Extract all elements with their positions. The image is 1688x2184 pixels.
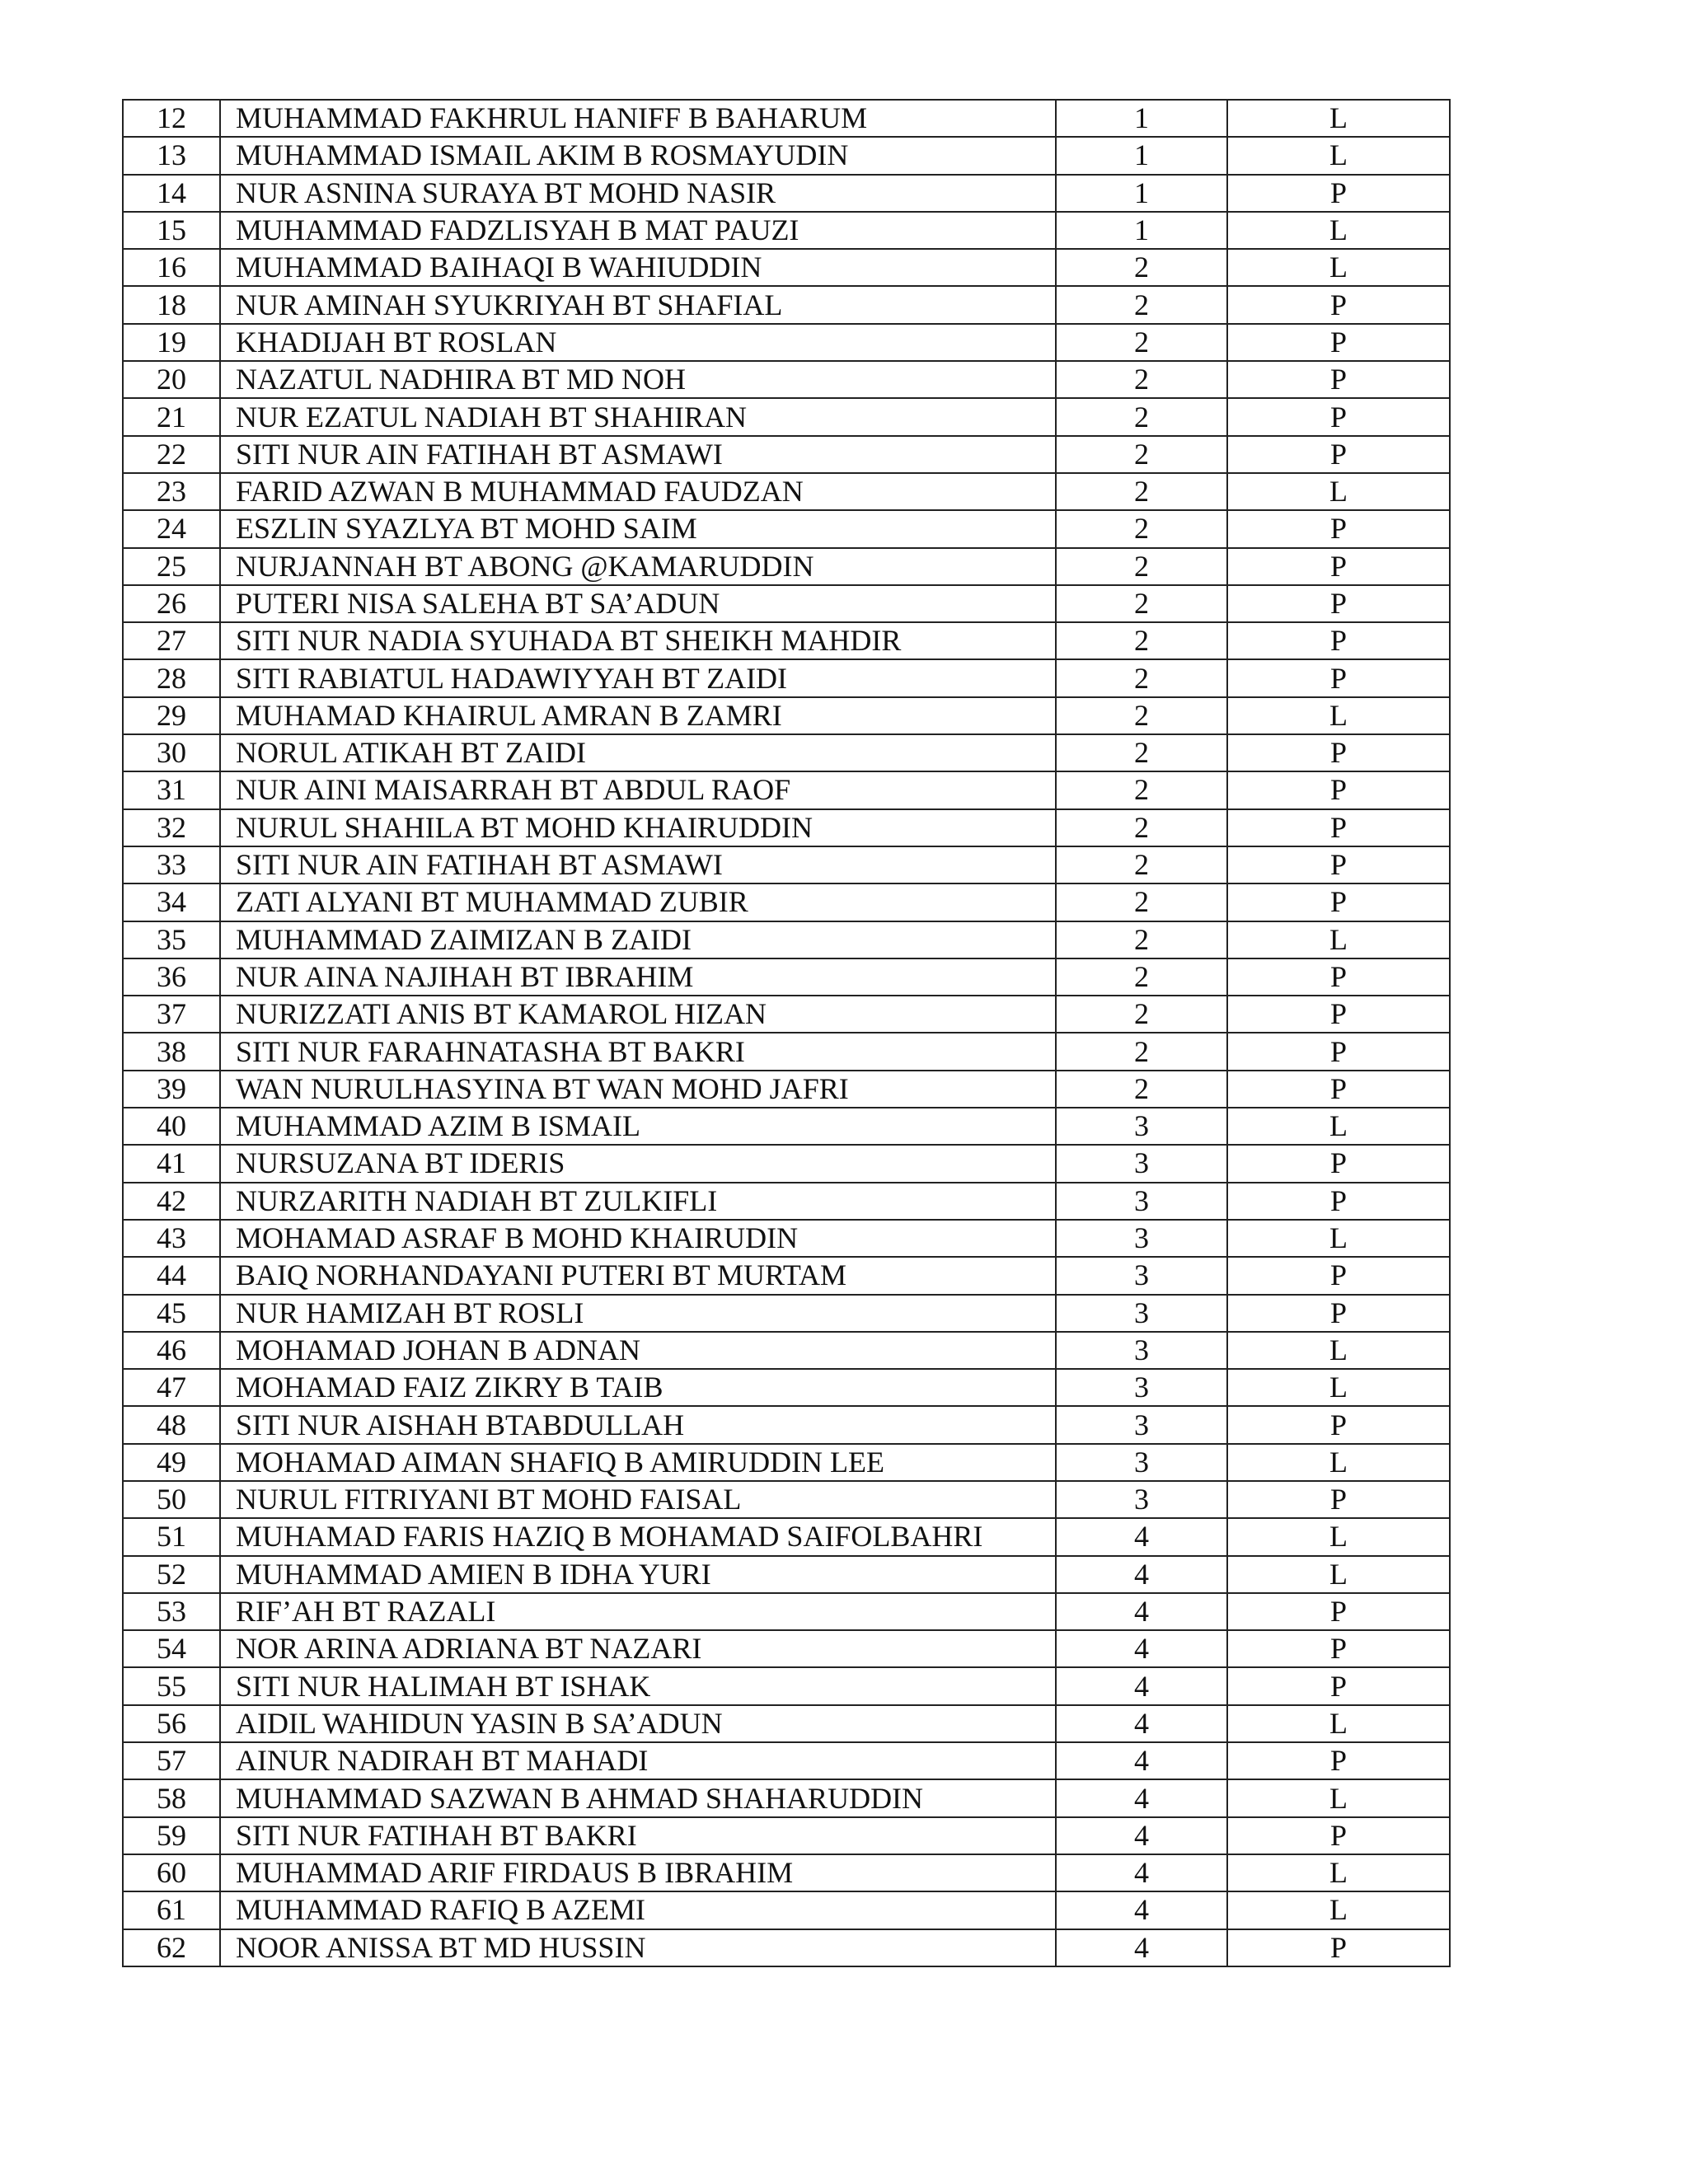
student-number-cell: 38	[123, 1033, 220, 1070]
student-name-cell: ESZLIN SYAZLYA BT MOHD SAIM	[220, 510, 1056, 547]
student-name-cell: MUHAMMAD AZIM B ISMAIL	[220, 1108, 1056, 1145]
gender-cell: L	[1227, 1891, 1450, 1929]
grade-cell: 1	[1056, 137, 1227, 174]
student-name-cell: NUR AMINAH SYUKRIYAH BT SHAFIAL	[220, 286, 1056, 323]
student-number-cell: 57	[123, 1742, 220, 1779]
gender-cell: L	[1227, 921, 1450, 958]
student-number-cell: 50	[123, 1481, 220, 1518]
table-row	[123, 883, 1450, 921]
table-row	[123, 1406, 1450, 1443]
grade-cell: 3	[1056, 1406, 1227, 1443]
table-row	[123, 1220, 1450, 1257]
student-name-cell: SITI NUR HALIMAH BT ISHAK	[220, 1667, 1056, 1704]
gender-cell: P	[1227, 548, 1450, 585]
grade-cell: 3	[1056, 1257, 1227, 1294]
grade-cell: 2	[1056, 697, 1227, 734]
student-number-cell: 55	[123, 1667, 220, 1704]
table-row	[123, 809, 1450, 846]
student-number-cell: 22	[123, 436, 220, 473]
grade-cell: 2	[1056, 809, 1227, 846]
table-row	[123, 1295, 1450, 1332]
gender-cell: P	[1227, 1667, 1450, 1704]
student-name-cell: NURSUZANA BT IDERIS	[220, 1145, 1056, 1182]
student-name-cell: MUHAMMAD RAFIQ B AZEMI	[220, 1891, 1056, 1929]
student-number-cell: 19	[123, 324, 220, 361]
table-row	[123, 1705, 1450, 1742]
gender-cell: P	[1227, 1593, 1450, 1630]
gender-cell: P	[1227, 510, 1450, 547]
table-row	[123, 1108, 1450, 1145]
grade-cell: 4	[1056, 1705, 1227, 1742]
student-name-cell: MUHAMMAD ISMAIL AKIM B ROSMAYUDIN	[220, 137, 1056, 174]
grade-cell: 3	[1056, 1332, 1227, 1369]
gender-cell: P	[1227, 1183, 1450, 1220]
grade-cell: 1	[1056, 175, 1227, 212]
gender-cell: L	[1227, 697, 1450, 734]
student-name-cell: MUHAMMAD ZAIMIZAN B ZAIDI	[220, 921, 1056, 958]
student-name-cell: NOOR ANISSA BT MD HUSSIN	[220, 1929, 1056, 1966]
grade-cell: 2	[1056, 249, 1227, 286]
student-name-cell: PUTERI NISA SALEHA BT SA’ADUN	[220, 585, 1056, 622]
grade-cell: 3	[1056, 1295, 1227, 1332]
table-row	[123, 1817, 1450, 1854]
gender-cell: L	[1227, 1556, 1450, 1593]
table-row	[123, 1593, 1450, 1630]
grade-cell: 4	[1056, 1593, 1227, 1630]
grade-cell: 4	[1056, 1630, 1227, 1667]
student-name-cell: NUR HAMIZAH BT ROSLI	[220, 1295, 1056, 1332]
student-number-cell: 35	[123, 921, 220, 958]
student-name-cell: MUHAMMAD FAKHRUL HANIFF B BAHARUM	[220, 100, 1056, 137]
gender-cell: P	[1227, 361, 1450, 398]
gender-cell: L	[1227, 1444, 1450, 1481]
gender-cell: P	[1227, 1033, 1450, 1070]
gender-cell: P	[1227, 1817, 1450, 1854]
gender-cell: L	[1227, 249, 1450, 286]
gender-cell: L	[1227, 1220, 1450, 1257]
student-number-cell: 31	[123, 771, 220, 808]
gender-cell: P	[1227, 846, 1450, 883]
table-row	[123, 585, 1450, 622]
table-row	[123, 1257, 1450, 1294]
grade-cell: 2	[1056, 1033, 1227, 1070]
student-number-cell: 25	[123, 548, 220, 585]
table-row	[123, 212, 1450, 249]
student-name-cell: MUHAMAD FARIS HAZIQ B MOHAMAD SAIFOLBAHRI	[220, 1518, 1056, 1555]
student-name-cell: KHADIJAH BT ROSLAN	[220, 324, 1056, 361]
gender-cell: P	[1227, 734, 1450, 771]
grade-cell: 2	[1056, 921, 1227, 958]
gender-cell: L	[1227, 1369, 1450, 1406]
gender-cell: P	[1227, 1257, 1450, 1294]
student-name-cell: NAZATUL NADHIRA BT MD NOH	[220, 361, 1056, 398]
grade-cell: 2	[1056, 361, 1227, 398]
grade-cell: 2	[1056, 622, 1227, 659]
student-number-cell: 23	[123, 473, 220, 510]
grade-cell: 2	[1056, 548, 1227, 585]
gender-cell: P	[1227, 1929, 1450, 1966]
grade-cell: 3	[1056, 1183, 1227, 1220]
student-name-cell: SITI NUR NADIA SYUHADA BT SHEIKH MAHDIR	[220, 622, 1056, 659]
student-number-cell: 42	[123, 1183, 220, 1220]
student-name-cell: NUR AINA NAJIHAH BT IBRAHIM	[220, 958, 1056, 996]
grade-cell: 2	[1056, 1071, 1227, 1108]
student-number-cell: 12	[123, 100, 220, 137]
student-number-cell: 61	[123, 1891, 220, 1929]
student-number-cell: 46	[123, 1332, 220, 1369]
grade-cell: 2	[1056, 771, 1227, 808]
grade-cell: 4	[1056, 1742, 1227, 1779]
table-row	[123, 1742, 1450, 1779]
gender-cell: P	[1227, 883, 1450, 921]
student-name-cell: NUR ASNINA SURAYA BT MOHD NASIR	[220, 175, 1056, 212]
student-number-cell: 52	[123, 1556, 220, 1593]
grade-cell: 1	[1056, 212, 1227, 249]
student-number-cell: 60	[123, 1854, 220, 1891]
student-number-cell: 14	[123, 175, 220, 212]
table-row	[123, 996, 1450, 1033]
student-name-cell: SITI NUR FATIHAH BT BAKRI	[220, 1817, 1056, 1854]
student-name-cell: AINUR NADIRAH BT MAHADI	[220, 1742, 1056, 1779]
grade-cell: 4	[1056, 1854, 1227, 1891]
gender-cell: L	[1227, 473, 1450, 510]
student-number-cell: 39	[123, 1071, 220, 1108]
student-number-cell: 44	[123, 1257, 220, 1294]
grade-cell: 4	[1056, 1667, 1227, 1704]
student-number-cell: 48	[123, 1406, 220, 1443]
student-number-cell: 37	[123, 996, 220, 1033]
gender-cell: L	[1227, 100, 1450, 137]
table-row	[123, 1033, 1450, 1070]
grade-cell: 2	[1056, 324, 1227, 361]
student-name-cell: ZATI ALYANI BT MUHAMMAD ZUBIR	[220, 883, 1056, 921]
grade-cell: 2	[1056, 436, 1227, 473]
gender-cell: P	[1227, 585, 1450, 622]
student-name-cell: MUHAMMAD SAZWAN B AHMAD SHAHARUDDIN	[220, 1779, 1056, 1816]
student-name-cell: MOHAMAD FAIZ ZIKRY B TAIB	[220, 1369, 1056, 1406]
gender-cell: L	[1227, 1518, 1450, 1555]
table-row	[123, 771, 1450, 808]
student-number-cell: 24	[123, 510, 220, 547]
grade-cell: 4	[1056, 1817, 1227, 1854]
student-name-cell: NURIZZATI ANIS BT KAMAROL HIZAN	[220, 996, 1056, 1033]
table-row	[123, 697, 1450, 734]
table-row	[123, 175, 1450, 212]
student-number-cell: 18	[123, 286, 220, 323]
student-name-cell: MUHAMMAD FADZLISYAH B MAT PAUZI	[220, 212, 1056, 249]
student-number-cell: 41	[123, 1145, 220, 1182]
gender-cell: L	[1227, 137, 1450, 174]
grade-cell: 3	[1056, 1444, 1227, 1481]
student-number-cell: 40	[123, 1108, 220, 1145]
table-row	[123, 1779, 1450, 1816]
table-row	[123, 1481, 1450, 1518]
student-name-cell: NURZARITH NADIAH BT ZULKIFLI	[220, 1183, 1056, 1220]
student-number-cell: 43	[123, 1220, 220, 1257]
student-name-cell: MOHAMAD ASRAF B MOHD KHAIRUDIN	[220, 1220, 1056, 1257]
gender-cell: P	[1227, 809, 1450, 846]
gender-cell: P	[1227, 996, 1450, 1033]
gender-cell: L	[1227, 1332, 1450, 1369]
student-name-cell: AIDIL WAHIDUN YASIN B SA’ADUN	[220, 1705, 1056, 1742]
gender-cell: P	[1227, 175, 1450, 212]
table-row	[123, 1854, 1450, 1891]
student-name-cell: RIF’AH BT RAZALI	[220, 1593, 1056, 1630]
table-row	[123, 1145, 1450, 1182]
student-name-cell: SITI NUR AISHAH BTABDULLAH	[220, 1406, 1056, 1443]
grade-cell: 2	[1056, 510, 1227, 547]
student-number-cell: 49	[123, 1444, 220, 1481]
gender-cell: P	[1227, 1630, 1450, 1667]
student-name-cell: NURJANNAH BT ABONG @KAMARUDDIN	[220, 548, 1056, 585]
grade-cell: 3	[1056, 1220, 1227, 1257]
student-name-cell: NUR AINI MAISARRAH BT ABDUL RAOF	[220, 771, 1056, 808]
student-number-cell: 47	[123, 1369, 220, 1406]
grade-cell: 4	[1056, 1518, 1227, 1555]
student-name-cell: NOR ARINA ADRIANA BT NAZARI	[220, 1630, 1056, 1667]
student-name-cell: SITI NUR FARAHNATASHA BT BAKRI	[220, 1033, 1056, 1070]
grade-cell: 2	[1056, 659, 1227, 696]
grade-cell: 2	[1056, 883, 1227, 921]
gender-cell: P	[1227, 958, 1450, 996]
table-row	[123, 1444, 1450, 1481]
student-number-cell: 16	[123, 249, 220, 286]
table-row	[123, 1630, 1450, 1667]
gender-cell: L	[1227, 212, 1450, 249]
student-name-cell: NUR EZATUL NADIAH BT SHAHIRAN	[220, 398, 1056, 435]
student-name-cell: MUHAMMAD AMIEN B IDHA YURI	[220, 1556, 1056, 1593]
gender-cell: P	[1227, 659, 1450, 696]
student-number-cell: 59	[123, 1817, 220, 1854]
table-row	[123, 659, 1450, 696]
table-row	[123, 1369, 1450, 1406]
gender-cell: P	[1227, 324, 1450, 361]
table-row	[123, 286, 1450, 323]
grade-cell: 2	[1056, 585, 1227, 622]
grade-cell: 4	[1056, 1891, 1227, 1929]
student-number-cell: 53	[123, 1593, 220, 1630]
table-row	[123, 622, 1450, 659]
student-number-cell: 13	[123, 137, 220, 174]
grade-cell: 3	[1056, 1145, 1227, 1182]
grade-cell: 2	[1056, 958, 1227, 996]
table-row	[123, 1891, 1450, 1929]
gender-cell: P	[1227, 398, 1450, 435]
student-number-cell: 15	[123, 212, 220, 249]
table-row	[123, 100, 1450, 137]
table-row	[123, 1667, 1450, 1704]
student-name-cell: NURUL SHAHILA BT MOHD KHAIRUDDIN	[220, 809, 1056, 846]
table-row	[123, 510, 1450, 547]
student-name-cell: SITI RABIATUL HADAWIYYAH BT ZAIDI	[220, 659, 1056, 696]
student-name-cell: MOHAMAD AIMAN SHAFIQ B AMIRUDDIN LEE	[220, 1444, 1056, 1481]
gender-cell: P	[1227, 1406, 1450, 1443]
grade-cell: 4	[1056, 1929, 1227, 1966]
student-name-cell: MUHAMMAD BAIHAQI B WAHIUDDIN	[220, 249, 1056, 286]
table-row	[123, 137, 1450, 174]
student-name-cell: FARID AZWAN B MUHAMMAD FAUDZAN	[220, 473, 1056, 510]
gender-cell: P	[1227, 436, 1450, 473]
student-number-cell: 30	[123, 734, 220, 771]
student-name-cell: NORUL ATIKAH BT ZAIDI	[220, 734, 1056, 771]
student-name-cell: NURUL FITRIYANI BT MOHD FAISAL	[220, 1481, 1056, 1518]
student-number-cell: 56	[123, 1705, 220, 1742]
student-number-cell: 21	[123, 398, 220, 435]
student-number-cell: 27	[123, 622, 220, 659]
table-row	[123, 958, 1450, 996]
table-row	[123, 1556, 1450, 1593]
student-number-cell: 34	[123, 883, 220, 921]
student-number-cell: 20	[123, 361, 220, 398]
student-number-cell: 26	[123, 585, 220, 622]
gender-cell: P	[1227, 1742, 1450, 1779]
gender-cell: P	[1227, 1481, 1450, 1518]
gender-cell: L	[1227, 1705, 1450, 1742]
gender-cell: L	[1227, 1854, 1450, 1891]
grade-cell: 4	[1056, 1779, 1227, 1816]
table-row	[123, 1929, 1450, 1966]
table-row	[123, 548, 1450, 585]
table-row	[123, 1332, 1450, 1369]
student-number-cell: 33	[123, 846, 220, 883]
grade-cell: 3	[1056, 1369, 1227, 1406]
student-number-cell: 36	[123, 958, 220, 996]
student-number-cell: 54	[123, 1630, 220, 1667]
student-name-cell: MOHAMAD JOHAN B ADNAN	[220, 1332, 1056, 1369]
table-row	[123, 361, 1450, 398]
gender-cell: P	[1227, 286, 1450, 323]
student-number-cell: 45	[123, 1295, 220, 1332]
gender-cell: P	[1227, 1295, 1450, 1332]
grade-cell: 2	[1056, 473, 1227, 510]
table-row	[123, 734, 1450, 771]
table-row	[123, 249, 1450, 286]
table-row	[123, 921, 1450, 958]
grade-cell: 2	[1056, 286, 1227, 323]
student-name-cell: MUHAMMAD ARIF FIRDAUS B IBRAHIM	[220, 1854, 1056, 1891]
grade-cell: 2	[1056, 734, 1227, 771]
table-row	[123, 436, 1450, 473]
student-name-cell: SITI NUR AIN FATIHAH BT ASMAWI	[220, 436, 1056, 473]
grade-cell: 2	[1056, 996, 1227, 1033]
table-row	[123, 473, 1450, 510]
gender-cell: P	[1227, 1071, 1450, 1108]
table-row	[123, 398, 1450, 435]
student-number-cell: 28	[123, 659, 220, 696]
table-row	[123, 846, 1450, 883]
gender-cell: L	[1227, 1779, 1450, 1816]
grade-cell: 3	[1056, 1481, 1227, 1518]
student-name-cell: WAN NURULHASYINA BT WAN MOHD JAFRI	[220, 1071, 1056, 1108]
gender-cell: L	[1227, 1108, 1450, 1145]
student-number-cell: 62	[123, 1929, 220, 1966]
table-row	[123, 324, 1450, 361]
student-name-cell: MUHAMAD KHAIRUL AMRAN B ZAMRI	[220, 697, 1056, 734]
grade-cell: 2	[1056, 846, 1227, 883]
student-number-cell: 29	[123, 697, 220, 734]
grade-cell: 4	[1056, 1556, 1227, 1593]
table-row	[123, 1183, 1450, 1220]
table-row	[123, 1518, 1450, 1555]
table-row	[123, 1071, 1450, 1108]
student-number-cell: 51	[123, 1518, 220, 1555]
student-list-table	[122, 99, 1451, 1967]
grade-cell: 2	[1056, 398, 1227, 435]
grade-cell: 1	[1056, 100, 1227, 137]
grade-cell: 3	[1056, 1108, 1227, 1145]
gender-cell: P	[1227, 622, 1450, 659]
student-rows	[123, 100, 1450, 1966]
student-name-cell: BAIQ NORHANDAYANI PUTERI BT MURTAM	[220, 1257, 1056, 1294]
student-number-cell: 32	[123, 809, 220, 846]
gender-cell: P	[1227, 771, 1450, 808]
student-number-cell: 58	[123, 1779, 220, 1816]
student-name-cell: SITI NUR AIN FATIHAH BT ASMAWI	[220, 846, 1056, 883]
gender-cell: P	[1227, 1145, 1450, 1182]
